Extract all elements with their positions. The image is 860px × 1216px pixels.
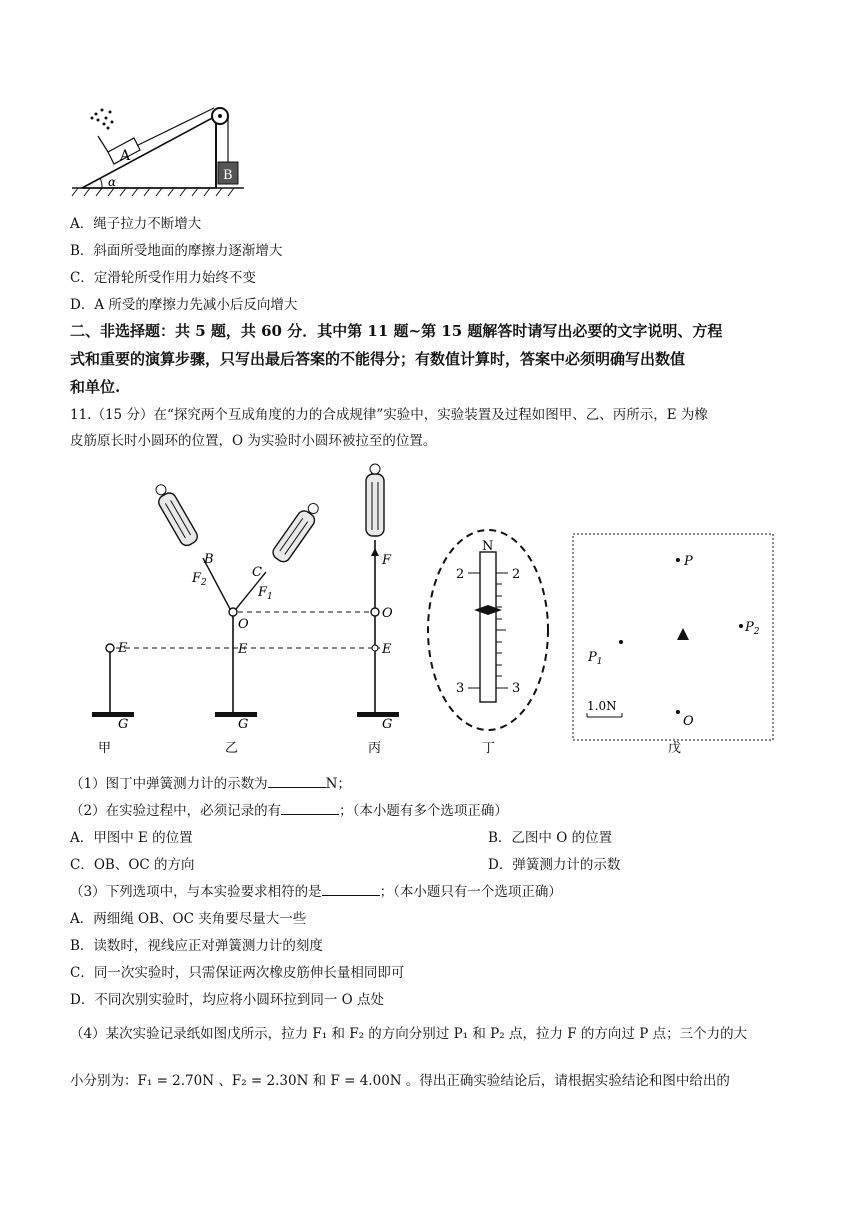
q11-sub2-option-d: D．弹簧测力计的示数 (488, 857, 621, 873)
experiment-figure (70, 460, 790, 765)
yi-e-label: E (238, 642, 248, 657)
bing-f-label: F (382, 553, 392, 568)
yi-b-label: B (204, 552, 214, 567)
q10-option-c: C．定滑轮所受作用力始终不变 (70, 270, 256, 286)
wu-scale-label: 1.0N (587, 699, 617, 713)
q11-sub2-text: （2）在实验过程中，必须记录的有 (70, 803, 282, 819)
q11-sub3 (70, 880, 562, 900)
section2-heading-line3: 和单位. (70, 378, 121, 396)
ding-tick-2-right: 2 (512, 567, 521, 582)
q11-sub3-option-a: A．两细绳 OB、OC 夹角要尽量大一些 (70, 911, 307, 927)
q11-sub2-options-row2 (70, 853, 790, 873)
q11-sub3-option-b: B．读数时，视线应正对弹簧测力计的刻度 (70, 938, 323, 954)
q11-sub3-option-c: C．同一次实验时，只需保证两次橡皮筋伸长量相同即可 (70, 965, 405, 981)
q11-sub2-option-c: C．OB、OC 的方向 (70, 857, 195, 873)
yi-f1-label: $F_1$ (258, 585, 273, 602)
angle-alpha-label: α (108, 175, 117, 189)
yi-c-label: C (252, 565, 262, 580)
jia-caption: 甲 (98, 741, 112, 756)
ding-caption: 丁 (482, 741, 496, 756)
figure-wu-record (573, 534, 773, 756)
section2-heading-line1: 二、非选择题：共 5 题，共 60 分．其中第 11 题~第 15 题解答时请写出必要的文字说明、方程 (70, 322, 723, 340)
bing-caption: 丙 (368, 741, 382, 756)
bing-e-label: E (382, 642, 392, 657)
q10-option-b: B．斜面所受地面的摩擦力逐渐增大 (70, 243, 283, 259)
q11-sub2-options-row1 (70, 826, 790, 846)
q11-sub3-blank[interactable] (322, 883, 380, 896)
ding-n-label: N (482, 539, 494, 554)
section2-heading-line2: 式和重要的演算步骤，只写出最后答案的不能得分；有数值计算时，答案中必须明确写出数值 (70, 350, 686, 368)
q11-sub1-text: （1）图丁中弹簧测力计的示数为 (70, 776, 268, 792)
q11-intro-line1: 11.（15 分）在“探究两个互成角度的力的合成规律”实验中，实验装置及过程如图甲、乙、丙所示，E 为橡 (70, 407, 708, 423)
q10-option-d: D．A 所受的摩擦力先减小后反向增大 (70, 297, 298, 313)
q11-sub2 (70, 799, 508, 819)
yi-caption: 乙 (225, 741, 239, 756)
bing-o-label: O (382, 606, 393, 621)
q11-intro-line2: 皮筋原长时小圆环的位置，O 为实验时小圆环被拉至的位置。 (70, 433, 437, 449)
yi-o-label: O (238, 617, 249, 632)
ding-tick-3-right: 3 (512, 681, 521, 696)
q11-sub4-line2: 小分别为：F₁ = 2.70N 、F₂ = 2.30N 和 F = 4.00N 。得出正确实验结论后，请根据实验结论和图中给出的 (70, 1073, 730, 1089)
wu-p2-label: $P_2$ (745, 620, 760, 637)
figure-ding-gauge (428, 530, 548, 756)
bing-g-label: G (382, 717, 393, 732)
q11-sub3-option-d: D．不同次别实验时，均应将小圆环拉到同一 O 点处 (70, 992, 384, 1008)
block-a-label: A (120, 148, 131, 164)
q11-sub1-unit: N； (325, 776, 351, 792)
q11-sub2-option-a: A．甲图中 E 的位置 (70, 830, 193, 846)
q11-sub2-note: ；（本小题有多个选项正确） (339, 803, 508, 819)
ding-tick-2-left: 2 (456, 567, 465, 582)
jia-e-label: E (118, 641, 128, 656)
wu-p-label: P (684, 554, 693, 569)
figure-bing (357, 464, 399, 756)
q11-sub2-option-b: B．乙图中 O 的位置 (488, 830, 613, 846)
q11-sub3-text: （3）下列选项中，与本实验要求相符的是 (70, 884, 322, 900)
wu-p1-label: $P_1$ (588, 650, 603, 667)
q11-sub1 (70, 772, 351, 792)
q11-sub2-blank[interactable] (281, 802, 339, 815)
q11-sub3-note: ；（本小题只有一个选项正确） (379, 884, 562, 900)
figure-yi (151, 481, 324, 756)
q11-sub4-line1: （4）某次实验记录纸如图戊所示，拉力 F₁ 和 F₂ 的方向分别过 P₁ 和 P₂ 点，拉力 F 的方向过 P 点；三个力的大 (70, 1026, 748, 1042)
q11-sub1-blank[interactable] (268, 775, 326, 788)
ding-tick-3-left: 3 (456, 681, 465, 696)
figure-jia (92, 641, 134, 756)
q10-option-a: A．绳子拉力不断增大 (70, 216, 202, 232)
yi-g-label: G (238, 717, 249, 732)
yi-f2-label: $F_2$ (192, 571, 207, 588)
jia-g-label: G (118, 717, 129, 732)
wu-caption: 戊 (668, 741, 682, 756)
incline-pulley-figure (68, 92, 248, 200)
block-b-label: B (223, 168, 233, 183)
wu-o-label: O (683, 714, 694, 729)
